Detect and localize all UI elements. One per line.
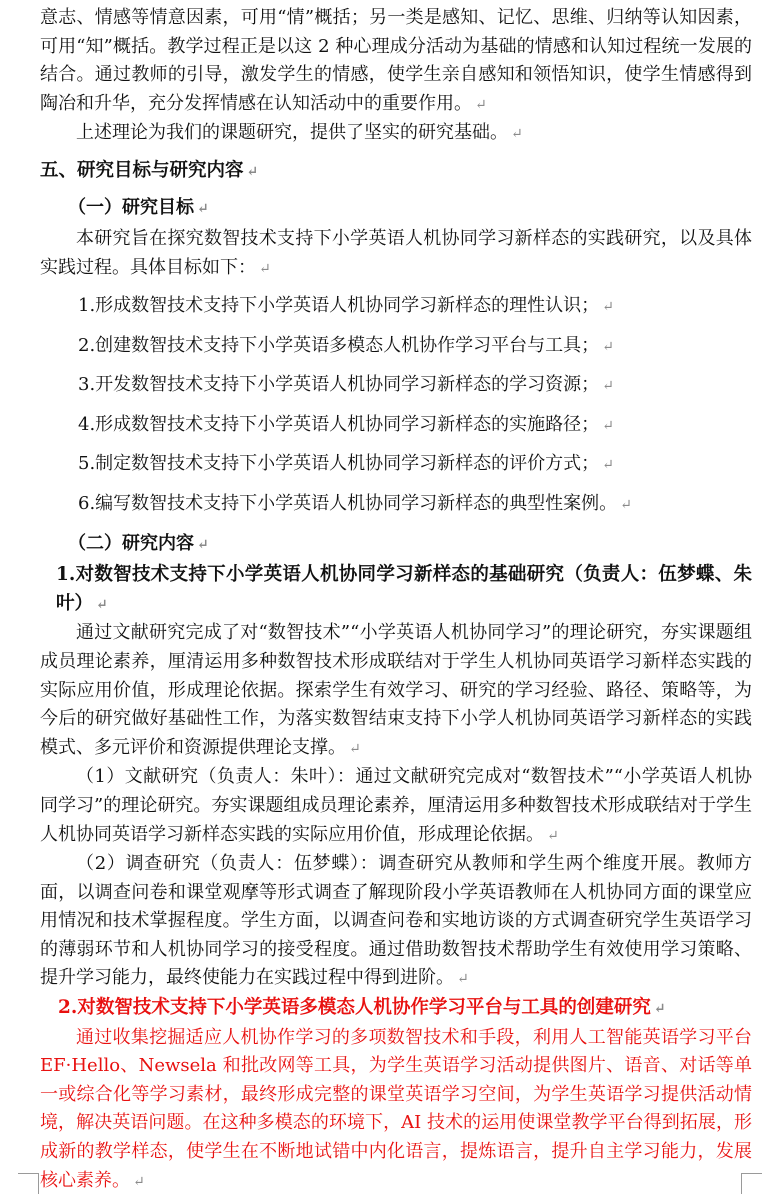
paragraph-mark-icon: ↵ (475, 96, 487, 113)
subsection-1-paragraph (40, 619, 752, 763)
goal-text: 3.开发数智技术支持下小学英语人机协同学习新样态的学习资源； (78, 374, 600, 396)
page-corner-mark-right (741, 1173, 762, 1194)
paragraph-mark-icon: ↵ (96, 596, 108, 613)
paragraph-mark-icon: ↵ (259, 260, 271, 277)
paragraph-mark-icon: ↵ (602, 417, 614, 434)
subsection-1-text: 通过文献研究完成了对“数智技术”“小学英语人机协同学习”的理论研究，夯实课题组成员理论素养，厘清运用多种数智技术形成联结对于学生人机协同英语学习新样态实践的实际应用价值，形成理论依据。探索学生有效学习、研究的学习经验、路径、策略等，为今后的研究做好基础性工作，为落实数智结束支持下小学人机协同英语学习新样态的实践模式、多元评价和资源提供理论支撑。 (40, 622, 752, 758)
survey-research-paragraph (40, 850, 752, 994)
goal-item (40, 485, 752, 525)
foundation-text: 上述理论为我们的课题研究，提供了坚实的研究基础。 (76, 122, 508, 144)
section-heading-text: 五、研究目标与研究内容 (40, 159, 244, 181)
goal-item (40, 366, 752, 406)
paragraph-mark-icon: ↵ (602, 378, 614, 395)
subsection-1-heading (40, 561, 752, 619)
paragraph-mark-icon: ↵ (602, 338, 614, 355)
foundation-paragraph (40, 119, 752, 149)
goal-item (40, 445, 752, 485)
paragraph-mark-icon: ↵ (602, 457, 614, 474)
subsection-2-paragraph (40, 1024, 752, 1197)
paragraph-mark-icon: ↵ (653, 1001, 666, 1018)
goal-item (40, 327, 752, 367)
goal-text: 4.形成数智技术支持下小学英语人机协同学习新样态的实施路径； (78, 413, 600, 435)
goal-text: 5.制定数智技术支持下小学英语人机协同学习新样态的评价方式； (78, 453, 600, 475)
goal-item (40, 287, 752, 327)
subsection-1-heading-text: 1.对数智技术支持下小学英语人机协同学习新样态的基础研究（负责人：伍梦蝶、朱叶） (56, 564, 752, 614)
paragraph-mark-icon: ↵ (349, 740, 361, 757)
goal-text: 2.创建数智技术支持下小学英语多模态人机协作学习平台与工具； (78, 334, 600, 356)
paragraph-mark-icon: ↵ (197, 537, 209, 554)
literature-research-paragraph (40, 763, 752, 850)
content-heading (40, 528, 752, 561)
paragraph-mark-icon: ↵ (547, 827, 559, 844)
goals-intro-text: 本研究旨在探究数智技术支持下小学英语人机协同学习新样态的实践研究，以及具体实践过程。具体目标如下： (40, 227, 752, 278)
paragraph-mark-icon: ↵ (457, 971, 469, 988)
paragraph-mark-icon: ↵ (133, 1173, 145, 1190)
goals-intro (40, 225, 752, 283)
subsection-2-heading-text: 2.对数智技术支持下小学英语多模态人机协作学习平台与工具的创建研究 (58, 997, 651, 1019)
intro-paragraph (40, 4, 752, 119)
subsection-2-heading (40, 994, 752, 1024)
paragraph-mark-icon: ↵ (511, 126, 523, 143)
document-body (40, 4, 752, 1196)
paragraph-mark-icon: ↵ (602, 299, 614, 316)
content-heading-text: （二）研究内容 (68, 533, 194, 555)
paragraph-mark-icon: ↵ (197, 200, 209, 217)
survey-research-text: （2）调查研究（负责人：伍梦蝶）：调查研究从教师和学生两个维度开展。教师方面，以调查问卷和课堂观摩等形式调查了解现阶段小学英语教师在人机协同方面的课堂应用情况和技术掌握程度。学生方面，以调查问卷和实地访谈的方式调查研究学生英语学习的薄弱环节和人机协同学习的接受程度。通过借助数智技术帮助学生有效使用学习策略、提升学习能力，最终使能力在实践过程中得到进阶。 (40, 853, 752, 989)
section-heading (40, 155, 752, 188)
goal-item (40, 406, 752, 446)
literature-research-text: （1）文献研究（负责人：朱叶）：通过文献研究完成对“数智技术”“小学英语人机协同学习”的理论研究。夯实课题组成员理论素养，厘清运用多种数智技术形成联结对于学生人机协同英语学习新样态实践的实际应用价值，形成理论依据。 (40, 766, 752, 845)
goals-heading (40, 192, 752, 225)
intro-text: 意志、情感等情意因素，可用“情”概括；另一类是感知、记忆、思维、归纳等认知因素，可用“知”概括。教学过程正是以这 2 种心理成分活动为基础的情感和认知过程统一发展的结合。通过教师的引导，激发学生的情感，使学生亲自感知和领悟知识，使学生情感得到陶冶和升华，充分发挥情感在认知活动中的重要作用。 (40, 7, 752, 114)
goals-heading-text: （一）研究目标 (68, 196, 194, 218)
goal-text: 6.编写数智技术支持下小学英语人机协同学习新样态的典型性案例。 (78, 492, 618, 514)
page-corner-mark-left (18, 1173, 39, 1194)
subsection-2-text: 通过收集挖掘适应人机协作学习的多项数智技术和手段，利用人工智能英语学习平台 EF·Hello、Newsela 和批改网等工具，为学生英语学习活动提供图片、语音、对话等单一或综合化等学习素材，最终形成完整的课堂英语学习空间，为学生英语学习提供活动情境，解决英语问题。在这种多模态的环境下，AI 技术的运用使课堂教学平台得到拓展，形成新的教学样态，使学生在不断地试错中内化语言，提炼语言，提升自主学习能力，发展核心素养。 (40, 1026, 752, 1191)
goal-text: 1.形成数智技术支持下小学英语人机协同学习新样态的理性认识； (78, 295, 600, 317)
paragraph-mark-icon: ↵ (246, 163, 259, 180)
paragraph-mark-icon: ↵ (620, 496, 632, 513)
